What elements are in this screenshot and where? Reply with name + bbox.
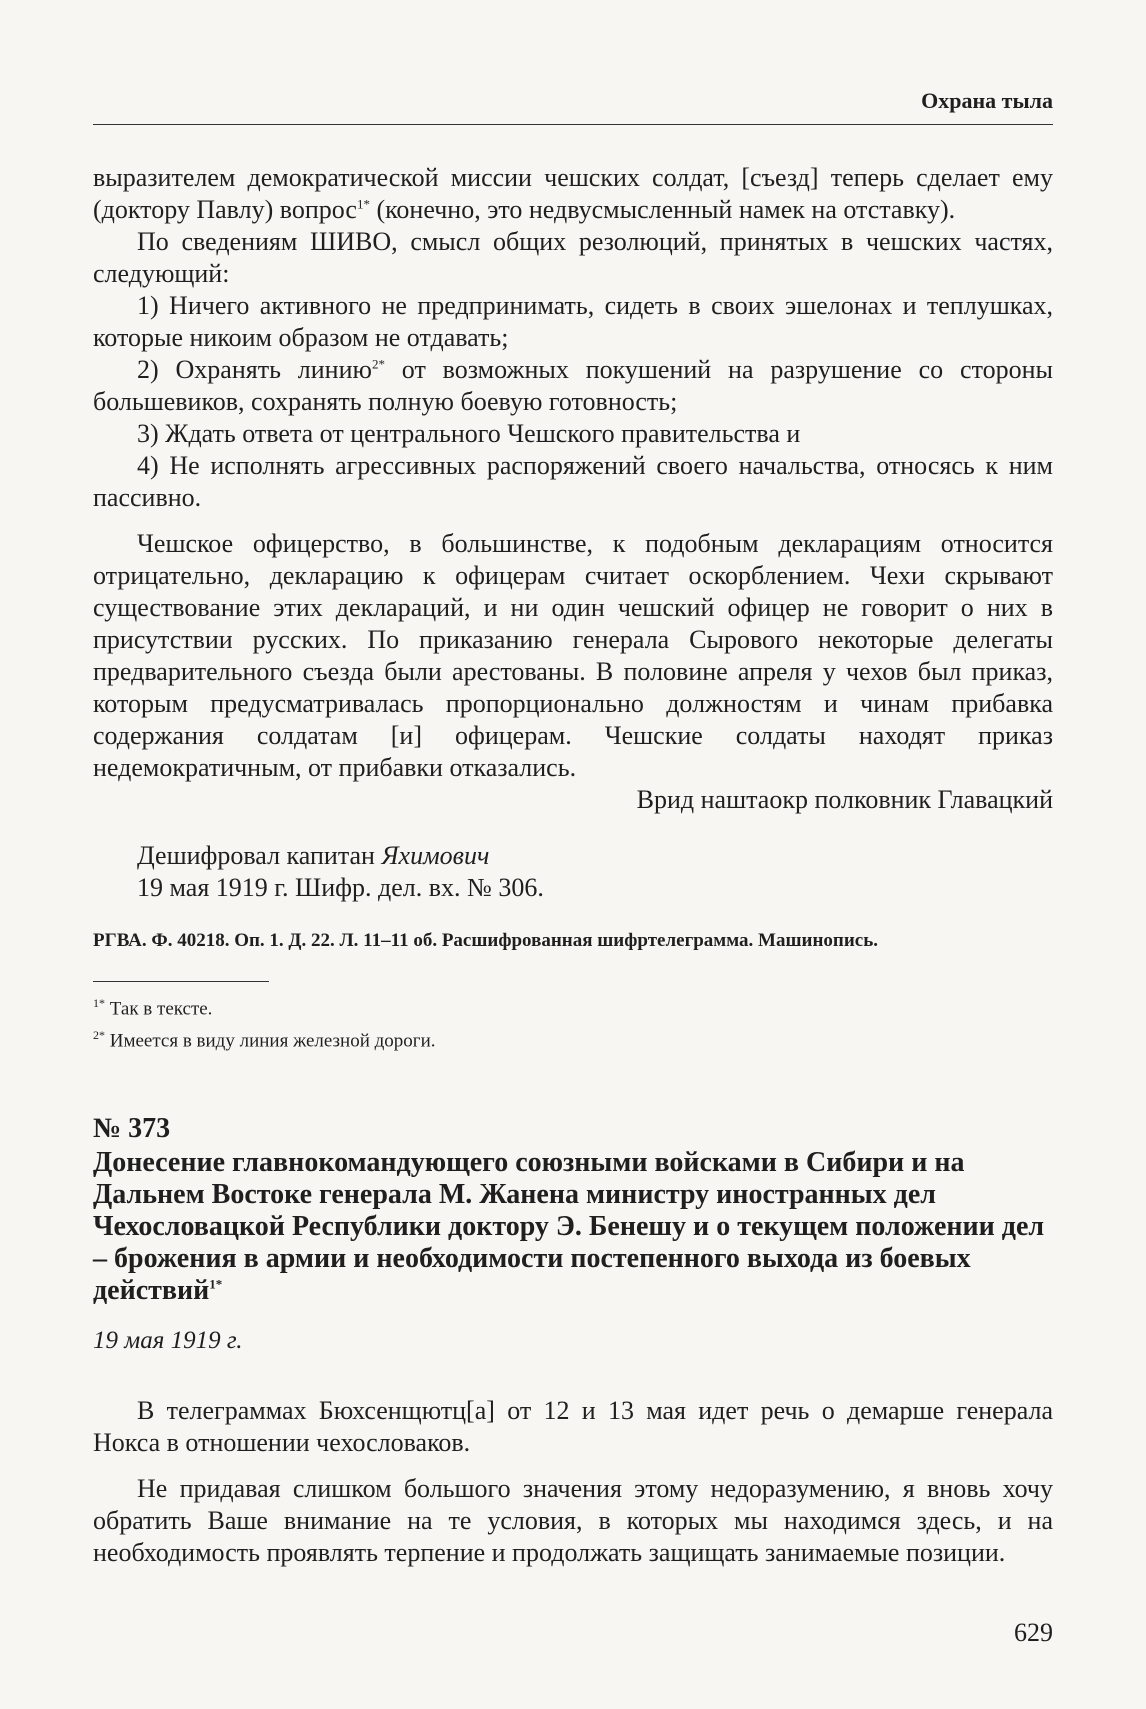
footnote-rule (93, 981, 269, 982)
document-number: № 373 (93, 1113, 171, 1144)
footnote: $^{2*}$ Имеется в виду линия железной дороги. (93, 1028, 436, 1052)
telegram-text (93, 162, 1053, 904)
signature: Врид наштаокр полковник Главацкий (636, 785, 1053, 814)
document-title: Донесение главнокомандующего союзными войсками в Сибири и на Дальнем Востоке генерала М. Жанена министру иностранных дел Чехословацкой Республики доктору Э. Бенешу и о текущем положении дел – брожения в армии и необходимости постепенного выхода из боевых действий$^{1*}$ (93, 1147, 1045, 1306)
footnote-marker: 2* (371, 356, 385, 372)
cipher-date: 19 мая 1919 г. Шифр. дел. вх. № 306. (137, 873, 544, 902)
footnote: $^{1*}$ Так в тексте. (93, 996, 213, 1020)
page-number: 629 (1014, 1618, 1053, 1647)
archive-source: РГВА. Ф. 40218. Оп. 1. Д. 22. Л. 11–11 об. Расшифрованная шифртелеграмма. Машинопись. (93, 930, 879, 951)
document-date: 19 мая 1919 г. (93, 1327, 243, 1354)
header-rule (93, 124, 1053, 125)
paragraph: Не придавая слишком большого значения этому недоразумению, я вновь хочу обратить Ваше внимание на те условия, в которых мы находимся здесь, и на необходимость проявлять терпение и продолжать защищать занимаемые позиции. (93, 1474, 1053, 1567)
footnote-marker: 1* (356, 196, 370, 212)
list-item: 1) Ничего активного не предпринимать, сидеть в своих эшелонах и теплушках, которые никоим образом не отдавать; (93, 291, 1053, 352)
list-item: 4) Не исполнять агрессивных распоряжений своего начальства, относясь к ним пассивно. (93, 451, 1053, 512)
document-body (93, 1395, 1053, 1569)
paragraph: По сведениям ШИВО, смысл общих резолюций, принятых в чешских частях, следующий: (93, 227, 1053, 288)
paragraph: выразителем демократической миссии чешских солдат, [съезд] теперь сделает ему (доктору Павлу) вопрос$^{1*}$ (конечно, это недвусмысленный намек на отставку). (93, 163, 1053, 224)
list-item: 3) Ждать ответа от центрального Чешского правительства и (137, 419, 801, 448)
footnotes (93, 990, 436, 1055)
paragraph: Чешское офицерство, в большинстве, к подобным декларациям относится отрицательно, декларацию к офицерам считает оскорблением. Чехи скрывают существование этих деклараций, и ни один чешский офицер не говорит о них в присутствии русских. По приказанию генерала Сырового некоторые делегаты предварительного съезда были арестованы. В половине апреля у чехов был приказ, которым предусматривалась пропорционально должностям и чинам прибавка содержания солдатам [и] офицерам. Чешские солдаты находят приказ недемократичным, от прибавки отказались. (93, 529, 1053, 782)
footnote-marker: 1* (209, 1276, 223, 1292)
list-item: 2) Охранять линию$^{2*}$ от возможных покушений на разрушение со стороны большевиков, сохранять полную боевую готовность; (93, 355, 1053, 416)
paragraph: В телеграммах Бюхсенщютц[а] от 12 и 13 мая идет речь о демарше генерала Нокса в отношении чехословаков. (93, 1396, 1053, 1457)
decipher-line: Дешифровал капитан Яхимович (137, 841, 490, 870)
running-head: Охрана тыла (921, 88, 1053, 113)
